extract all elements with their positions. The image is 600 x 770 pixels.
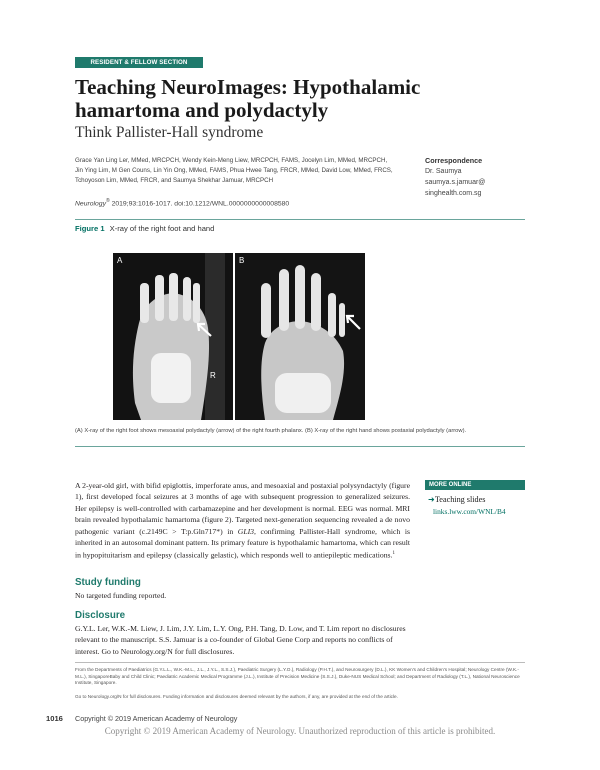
side-marker: R <box>210 371 216 380</box>
article-title: Teaching NeuroImages: Hypothalamic hamartoma and polydactyly <box>75 75 421 122</box>
more-online-tag: MORE ONLINE <box>425 480 525 490</box>
correspondence-heading: Correspondence <box>425 156 483 165</box>
affiliations-footnote: From the Departments of Paediatrics (G.Y.L.L., W.K.-M.L., J.L., J.Y.L., S.S.J.), Paediatric Surgery (L.Y.O.), Radiology (P.H.T.), and Neurosurgery (D.L.), KK Women's and Children's Hospital; Neurology Centre (W.K.-M.L.), SingaporeBaby and Child Clinic; Paediatric Academic Medical Programme (J.L.), Institute of Precision Medicine (S.S.J.), Duke-NUS Medical School; and Department of Radiology (T.L.), National Neuroscience Institute, Singapore. <box>75 667 520 686</box>
copyright-banner: Copyright © 2019 American Academy of Neurology. Unauthorized reproduction of this article is prohibited. <box>104 726 496 736</box>
citation-journal: Neurology <box>75 200 106 208</box>
xray-foot <box>113 253 233 420</box>
figure-top-rule <box>75 219 525 220</box>
article-subtitle: Think Pallister-Hall syndrome <box>75 124 264 141</box>
xray-hand <box>235 253 365 420</box>
figure-caption <box>75 224 214 233</box>
study-funding-text: No targeted funding reported. <box>75 591 167 600</box>
teaching-slides-link[interactable]: links.lww.com/WNL/B4 <box>433 507 506 516</box>
teaching-slides-item[interactable] <box>428 494 485 504</box>
page-copyright: Copyright © 2019 American Academy of Neurology <box>75 714 238 723</box>
disclosure-text: G.Y.L. Ler, W.K.-M. Liew, J. Lim, J.Y. Lim, L.Y. Ong, P.H. Tang, D. Low, and T. Lim report no disclosures relevant to the manuscript. S.S. Jamuar is a co-founder of Global Gene Corp and reports no conflicts of interest. Go to Neurology.org/N for full disclosures. <box>75 624 406 656</box>
author-line: Grace Yan Ling Ler, MMed, MRCPCH, Wendy Kein-Meng Liew, MRCPCH, FAMS, Jocelyn Lim, MMed, MRCPCH, <box>75 157 388 164</box>
xray-foot-image <box>113 253 233 420</box>
arrow-right-icon: ➜ <box>428 495 435 504</box>
gene-name: GLI3 <box>237 526 255 536</box>
panel-b-label: B <box>239 256 245 265</box>
study-funding-heading: Study funding <box>75 577 141 588</box>
case-text-part1: A 2-year-old girl, with bifid epiglottis, imperforate anus, and mesoaxial and postaxial polysyndactyly (figure 1), first developed focal seizures at 3 months of age with subsequent progression to generalized seizures. Her epilepsy is well-controlled with carbamazepine and her development is normal. EEG was normal. MRI brain revealed hypothalamic hamartoma (figure 2). Targeted next-generation sequencing revealed a de novo pathogenic variant (c.2149C > T:p.Gln717*) in <box>75 481 410 536</box>
footnote-rule <box>75 662 525 663</box>
panel-a-label: A <box>117 256 123 265</box>
disclosure-heading: Disclosure <box>75 610 126 621</box>
citation-details: 2019;93:1016-1017. doi:10.1212/WNL.0000000000008580 <box>111 200 290 208</box>
author-line: Jin Ying Lim, M Gen Couns, Lin Yin Ong, MMed, FAMS, Phua Hwee Tang, FRCR, MMed, David Low, MMed, FRCS, <box>75 166 393 174</box>
case-text-part2: , confirming Pallister-Hall syndrome, which is inherited in an autosomal dominant pattern. Its primary feature is hypothalamic hamartoma, which can result in hypopituitarism and epilepsy (classically gelastic), which responds well to antiepileptic medications. <box>75 526 410 560</box>
figure-label: Figure 1 <box>75 224 105 233</box>
funding-footnote: Go to Neurology.org/N for full disclosures. Funding information and disclosures deemed relevant by the authors, if any, are provided at the end of the article. <box>75 694 398 699</box>
figure-legend: (A) X-ray of the right foot shows mesoaxial polydactyly (arrow) of the right fourth phalanx. (B) X-ray of the right hand shows postaxial polydactyly (arrow). <box>75 428 467 434</box>
correspondence-name: Dr. Saumya <box>425 168 462 175</box>
xray-hand-image <box>235 253 365 420</box>
reference-marker[interactable]: 1 <box>392 551 395 557</box>
author-list <box>75 156 410 185</box>
section-tag: RESIDENT & FELLOW SECTION <box>75 57 203 68</box>
figure-bottom-rule <box>75 446 525 447</box>
correspondence-email-line2[interactable]: singhealth.com.sg <box>425 190 482 197</box>
citation: Neurology® 2019;93:1016-1017. doi:10.1212/WNL.0000000000008580 <box>75 198 290 208</box>
case-description <box>75 480 410 561</box>
teaching-slides-label: Teaching slides <box>434 495 486 504</box>
page-number: 1016 <box>46 714 63 723</box>
figure-title: X-ray of the right foot and hand <box>109 224 215 233</box>
author-line: Tchoyoson Lim, MMed, FRCR, and Saumya Shekhar Jamuar, MRCPCH <box>75 176 274 184</box>
correspondence-email-line1[interactable]: saumya.s.jamuar@ <box>425 179 486 186</box>
